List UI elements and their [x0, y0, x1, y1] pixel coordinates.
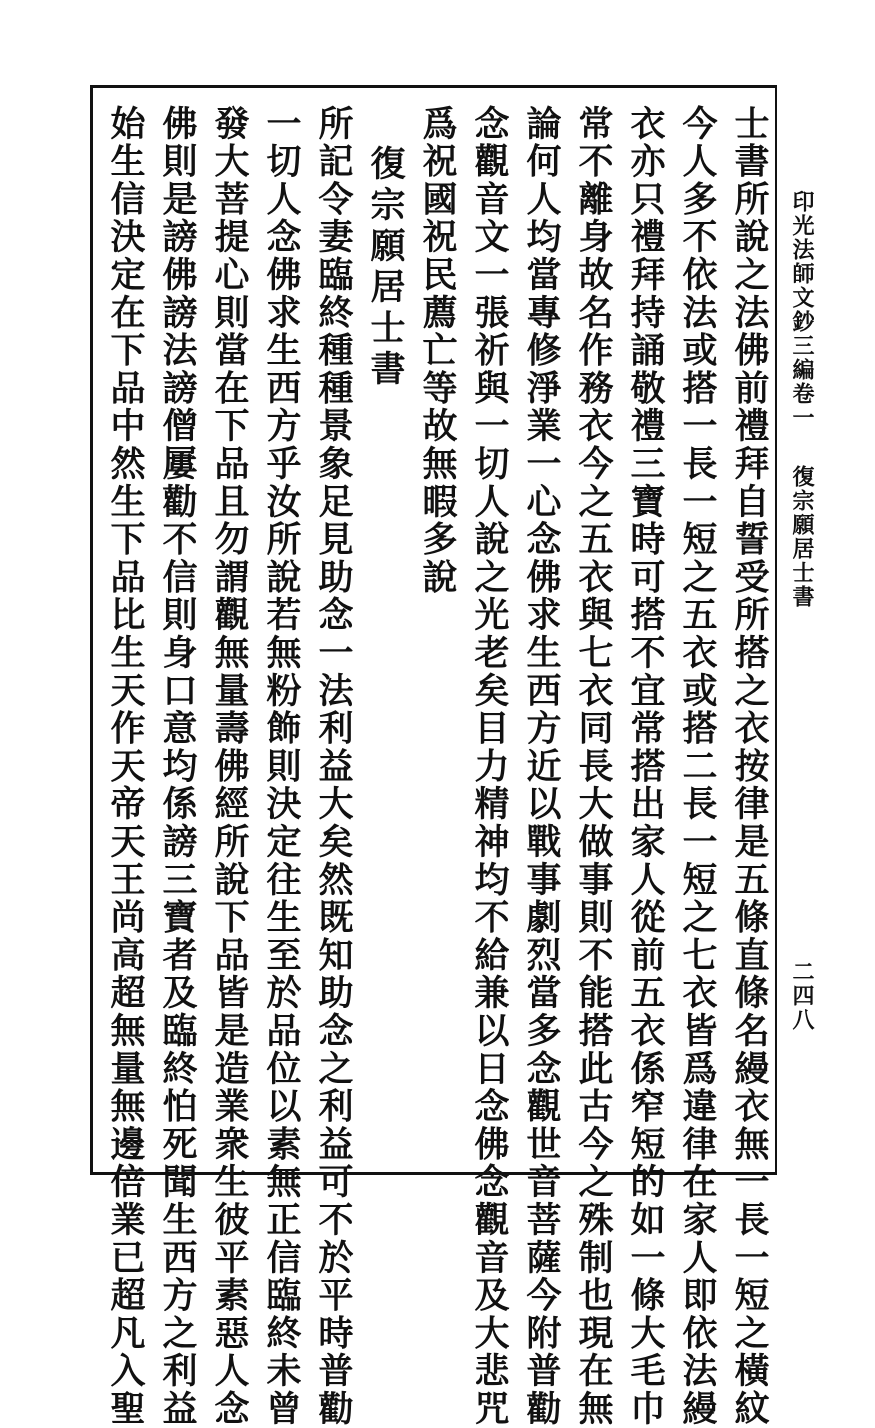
page-number: 二四八 [789, 960, 815, 1032]
text-column-5: 論何人均當專修淨業一心念佛求生西方近以戰事劇烈當多念觀世音菩薩今附普勸 [521, 105, 562, 1428]
book-title: 印光法師文鈔三編卷一 [789, 190, 815, 430]
text-column-3: 衣亦只禮拜持誦敬禮三寶時可搭不宜常搭出家人從前五衣係窄短的如一條大毛巾 [625, 105, 666, 1428]
text-column-7: 爲祝國祝民薦亡等故無暇多說 [417, 105, 458, 597]
text-column-2: 今人多不依法或搭一長一短之五衣或搭二長一短之七衣皆爲違律在家人即依法縵 [677, 105, 718, 1428]
text-column-11: 發大菩提心則當在下品且勿謂觀無量壽佛經所說下品皆是造業衆生彼平素惡人念 [209, 105, 250, 1428]
text-column-1: 士書所說之法佛前禮拜自誓受所搭之衣按律是五條直條名縵衣無一長一短之橫紋 [729, 105, 770, 1428]
text-column-4: 常不離身故名作務衣今之五衣與七衣同長大做事則不能搭此古今之殊制也現在無 [573, 105, 614, 1428]
text-column-9: 所記令妻臨終種種景象足見助念一法利益大矣然既知助念之利益可不於平時普勸 [313, 105, 354, 1428]
text-column-13: 始生信決定在下品中然生下品比生天作天帝天王尚高超無量無邊倍業已超凡入聖 [105, 105, 146, 1428]
text-column-10: 一切人念佛求生西方乎汝所說若無粉飾則決定往生至於品位以素無正信臨終未曾 [261, 105, 302, 1428]
text-column-6: 念觀音文一張祈與一切人說之光老矣目力精神均不給兼以日念佛念觀音及大悲咒 [469, 105, 510, 1428]
section-title: 復宗願居士書 [789, 465, 815, 609]
text-column-12: 佛則是謗佛謗法謗僧屢勸不信則身口意均係謗三寶者及臨終怕死聞生西方之利益 [157, 105, 198, 1428]
margin-rule [775, 85, 777, 1175]
letter-title: 復宗願居士書 [365, 145, 406, 391]
